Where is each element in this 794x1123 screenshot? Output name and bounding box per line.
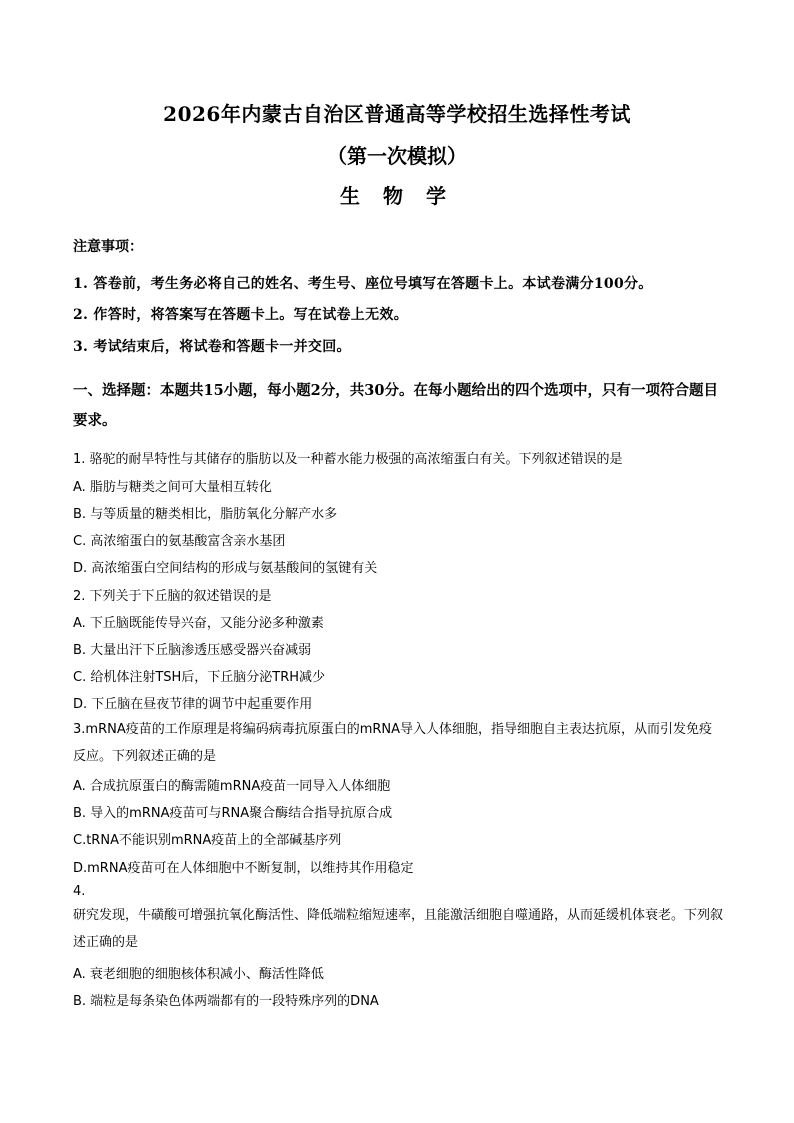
- option: B. 端粒是每条染色体两端都有的一段特殊序列的DNA: [73, 994, 379, 1009]
- question-number: 4.: [73, 884, 86, 899]
- option: C. 给机体注射TSH后，下丘脑分泌TRH减少: [73, 670, 326, 685]
- option: A. 合成抗原蛋白的酶需随mRNA疫苗一同导入人体细胞: [73, 779, 391, 794]
- option: D. 高浓缩蛋白空间结构的形成与氨基酸间的氢键有关: [73, 561, 378, 576]
- question-stem: 1. 骆驼的耐旱特性与其储存的脂肪以及一种蓄水能力极强的高浓缩蛋白有关。下列叙述错误的是: [73, 452, 623, 467]
- question-stem: 研究发现，牛磺酸可增强抗氧化酶活性、降低端粒缩短速率，且能激活细胞自噬通路，从而延缓机体衰老。下列叙述正确的是: [73, 908, 724, 950]
- section-heading: 一、选择题：本题共15小题，每小题2分，共30分。在每小题给出的四个选项中，只有一项符合题目要求。: [73, 382, 718, 429]
- exam-title: 2026年内蒙古自治区普通高等学校招生选择性考试: [163, 102, 631, 126]
- exam-subtitle: （第一次模拟）: [327, 144, 467, 168]
- option: A. 脂肪与糖类之间可大量相互转化: [73, 480, 272, 495]
- question-stem: 3.mRNA疫苗的工作原理是将编码病毒抗原蛋白的mRNA导入人体细胞，指导细胞自主表达抗原，从而引发免疫反应。下列叙述正确的是: [73, 722, 713, 764]
- notice-item: 3. 考试结束后，将试卷和答题卡一并交回。: [73, 339, 351, 355]
- option: B. 与等质量的糖类相比，脂肪氧化分解产水多: [73, 507, 338, 522]
- option: D. 下丘脑在昼夜节律的调节中起重要作用: [73, 697, 313, 712]
- option: D.mRNA疫苗可在人体细胞中不断复制，以维持其作用稳定: [73, 861, 414, 876]
- option: C.tRNA不能识别mRNA疫苗上的全部碱基序列: [73, 833, 342, 848]
- option: B. 大量出汗下丘脑渗透压感受器兴奋减弱: [73, 643, 312, 658]
- notice-item: 1. 答卷前，考生务必将自己的姓名、考生号、座位号填写在答题卡上。本试卷满分100分。: [73, 276, 653, 292]
- option: A. 下丘脑既能传导兴奋，又能分泌多种激素: [73, 616, 324, 631]
- option: B. 导入的mRNA疫苗可与RNA聚合酶结合指导抗原合成: [73, 806, 393, 821]
- subject-title: 生 物 学: [340, 184, 454, 208]
- option: A. 衰老细胞的细胞核体积减小、酶活性降低: [73, 967, 324, 982]
- question-stem: 2. 下列关于下丘脑的叙述错误的是: [73, 589, 272, 604]
- notice-title: 注意事项：: [73, 239, 143, 255]
- option: C. 高浓缩蛋白的氨基酸富含亲水基团: [73, 534, 286, 549]
- notice-item: 2. 作答时，将答案写在答题卡上。写在试卷上无效。: [73, 307, 408, 323]
